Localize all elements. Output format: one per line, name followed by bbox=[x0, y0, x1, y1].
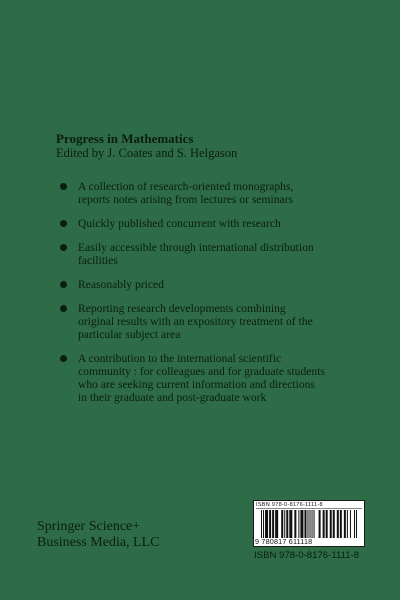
barcode-bar bbox=[326, 510, 328, 538]
feature-line: Reporting research developments combining bbox=[78, 302, 286, 315]
bullet-icon bbox=[60, 183, 67, 190]
barcode-bar bbox=[286, 510, 288, 538]
barcode-bar bbox=[356, 510, 357, 538]
feature-line: who are seeking current information and directions bbox=[78, 378, 315, 391]
feature-line: reports notes arising from lectures or seminars bbox=[78, 193, 294, 206]
barcode-bar bbox=[269, 510, 271, 538]
barcode-bar bbox=[350, 510, 351, 538]
bullet-icon bbox=[60, 355, 67, 362]
barcode-bar bbox=[323, 510, 325, 538]
barcode-bar bbox=[298, 510, 299, 538]
barcode-digits: 9 780817 611118 bbox=[255, 537, 313, 546]
barcode-bar bbox=[307, 510, 308, 538]
feature-line: in their graduate and post-graduate work bbox=[78, 391, 267, 404]
feature-item bbox=[60, 278, 380, 291]
barcode-bar bbox=[314, 510, 315, 538]
barcode-bar bbox=[347, 510, 348, 538]
barcode-bar bbox=[319, 510, 321, 538]
feature-line: A collection of research-oriented monographs, bbox=[78, 180, 294, 193]
feature-list bbox=[60, 180, 380, 415]
publisher-line: Business Media, LLC bbox=[37, 535, 160, 550]
feature-item bbox=[60, 180, 380, 206]
barcode-bar bbox=[310, 510, 311, 538]
barcode-bar bbox=[263, 510, 264, 538]
barcode-icon bbox=[260, 510, 358, 538]
series-title: Progress in Mathematics bbox=[56, 131, 194, 146]
feature-line: Easily accessible through international distribution bbox=[78, 241, 314, 254]
barcode-bar bbox=[340, 510, 342, 538]
barcode-bar bbox=[289, 510, 292, 538]
bullet-icon bbox=[60, 244, 67, 251]
feature-line: Reasonably priced bbox=[78, 278, 164, 291]
barcode-bar bbox=[265, 510, 268, 538]
feature-item bbox=[60, 241, 380, 267]
bullet-icon bbox=[60, 281, 67, 288]
series-info bbox=[56, 131, 376, 161]
publisher-name bbox=[37, 519, 160, 551]
barcode-bar bbox=[333, 510, 335, 538]
isbn-bottom-text: ISBN 978-0-8176-1111-8 bbox=[254, 550, 360, 561]
barcode-bar bbox=[344, 510, 346, 538]
barcode-bar bbox=[354, 510, 355, 538]
feature-item bbox=[60, 217, 380, 230]
barcode-bar bbox=[300, 510, 303, 538]
feature-line: particular subject area bbox=[78, 328, 181, 341]
feature-line: original results with an expository treatment of the bbox=[78, 315, 313, 328]
isbn-top-text: ISBN 978-0-8176-1111-8 bbox=[256, 502, 362, 509]
barcode-bar bbox=[337, 510, 339, 538]
feature-item bbox=[60, 302, 380, 341]
series-editors: Edited by J. Coates and S. Helgason bbox=[56, 146, 238, 160]
feature-line: Quickly published concurrent with research bbox=[78, 217, 281, 230]
barcode-bar bbox=[272, 510, 274, 538]
publisher-line: Springer Science+ bbox=[37, 519, 141, 534]
feature-line: A contribution to the international scientific bbox=[78, 352, 282, 365]
feature-line: facilities bbox=[78, 254, 118, 267]
barcode-bar bbox=[284, 510, 285, 538]
bullet-icon bbox=[60, 305, 67, 312]
barcode-bar bbox=[330, 510, 332, 538]
bullet-icon bbox=[60, 220, 67, 227]
feature-line: community : for colleagues and for graduate students bbox=[78, 365, 325, 378]
barcode-bar bbox=[281, 510, 283, 538]
barcode-bar bbox=[312, 510, 313, 538]
barcode-bar bbox=[275, 510, 278, 538]
barcode-label bbox=[253, 500, 365, 547]
barcode-bar bbox=[294, 510, 296, 538]
barcode-bar bbox=[261, 510, 262, 538]
feature-item bbox=[60, 352, 380, 404]
barcode-bar bbox=[304, 510, 306, 538]
